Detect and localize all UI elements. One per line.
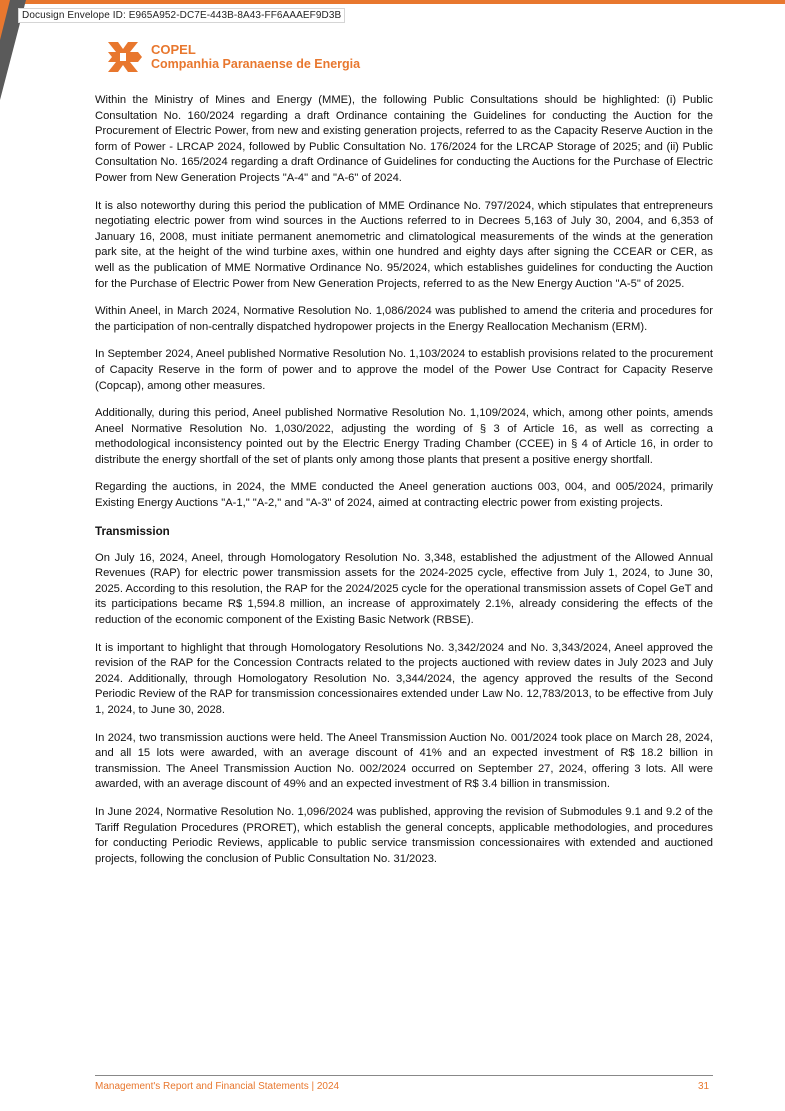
footer-title: Management's Report and Financial Statements | 2024 bbox=[95, 1081, 340, 1092]
footer-divider bbox=[95, 1075, 713, 1076]
copel-logo-icon bbox=[106, 40, 146, 74]
paragraph: Within the Ministry of Mines and Energy (MME), the following Public Consultations should be highlighted: (i) Public Consultation No. 160/2024 regarding a draft Ordinance containing the Guidelines for conducting the Auction for the Procurement of Electric Power, from new and existing generation projects, referred to as the Capacity Reserve Auction in the form of Power - LRCAP 2024, followed by Public Consultation No. 176/2024 for the LRCAP Storage of 2025; and (ii) Public Consultation No. 165/2024 regarding a draft Ordinance of Guidelines for conducting the Auctions for the Purchase of Electric Power from New Generation Projects "A-4" and "A-6" of 2024. bbox=[95, 94, 713, 184]
paragraph: On July 16, 2024, Aneel, through Homologatory Resolution No. 3,348, established the adjustment of the Allowed Annual Revenues (RAP) for electric power transmission assets for the 2024-2025 cycle, effective from July 1, 2024, to June 30, 2025. According to this resolution, the RAP for the 2024/2025 cycle for the operational transmission assets of Copel GeT and its participations became R$ 1,594.8 million, an increase of approximately 2.1%, already considering the effects of the reduction of the economic component of the Existing Basic Network (RBSE). bbox=[95, 551, 713, 627]
paragraph: It is important to highlight that through Homologatory Resolutions No. 3,342/2024 and No. 3,343/2024, Aneel approved the revision of the RAP for the Concession Contracts related to the projects auctioned with review dates in July 2023 and July 2024. Additionally, through Homologatory Resolution No. 3,344/2024, the agency approved the results of the Second Periodic Review of the RAP for transmission concessionaires extended under Law No. 12,783/2013, to be effective from July 1, 2024, to June 30, 2028. bbox=[95, 641, 713, 716]
paragraph: Within Aneel, in March 2024, Normative Resolution No. 1,086/2024 was published to amend the criteria and procedures for the participation of non-centrally dispatched hydropower projects in the Energy Reallocation Mechanism (ERM). bbox=[95, 305, 713, 333]
paragraph: In June 2024, Normative Resolution No. 1,096/2024 was published, approving the revision of Submodules 9.1 and 9.2 of the Tariff Regulation Procedures (PRORET), which establish the general concepts, applicable methodologies, and procedures for conducting Periodic Reviews, applicable to public service transmission concessionaires with extended and auctioned projects, following the conclusion of Public Consultation No. 31/2023. bbox=[95, 805, 713, 865]
document-body bbox=[95, 93, 713, 879]
section-heading-transmission: Transmission bbox=[95, 524, 170, 538]
top-accent-bar bbox=[0, 0, 785, 4]
paragraph: It is also noteworthy during this period the publication of MME Ordinance No. 797/2024, which stipulates that entrepreneurs negotiating electric power from wind sources in the Auctions referred to in Decrees 5,163 of July 30, 2004, and 6,353 of January 16, 2008, must initiate permanent anemometric and climatological measurements of the winds at the generation park site, at the height of the wind turbine axes, within one hundred and eighty days after signing the CCEAR or CER, as well as the publication of MME Normative Ordinance No. 95/2024, which establishes guidelines for conducting the Auction for the Purchase of Electric Power from New Generation Projects, referred to as the New Energy Auction "A-5" of 2025. bbox=[95, 199, 713, 290]
page-number: 31 bbox=[698, 1081, 710, 1092]
docusign-envelope-id: Docusign Envelope ID: E965A952-DC7E-443B-8A43-FF6AAAEF9D3B bbox=[18, 8, 345, 23]
paragraph: Regarding the auctions, in 2024, the MME conducted the Aneel generation auctions 003, 004, and 005/2024, primarily Existing Energy Auctions "A-1," "A-2," and "A-3" of 2024, aimed at contracting electric power from existing projects. bbox=[95, 481, 713, 510]
corner-accent bbox=[0, 0, 10, 40]
paragraph: In September 2024, Aneel published Normative Resolution No. 1,103/2024 to establish provisions related to the procurement of Capacity Reserve in the form of power and to approve the model of the Power Use Contract for Capacity Reserve (Copcap), among other measures. bbox=[95, 348, 713, 392]
paragraph: In 2024, two transmission auctions were held. The Aneel Transmission Auction No. 001/2024 took place on March 28, 2024, and all 15 lots were awarded, with an average discount of 41% and an expected investment of R$ 18.2 billion in transmission. The Aneel Transmission Auction No. 002/2024 occurred on September 27, 2024, offering 3 lots. All were awarded, with an average discount of 49% and an expected investment of R$ 3.4 billion in transmission. bbox=[95, 731, 713, 791]
logo-name: COPEL bbox=[151, 42, 196, 57]
paragraph: Additionally, during this period, Aneel published Normative Resolution No. 1,109/2024, which, among other points, amends Aneel Normative Resolution No. 1,030/2022, adjusting the wording of § 3 of Article 16, as well as correcting a methodological inconsistency pointed out by the Electric Energy Trading Chamber (CCEE) in § 4 of Article 16, in order to distribute the energy shortfall of the set of plants only among those plants that present a positive energy shortfall. bbox=[95, 407, 713, 466]
copel-logo bbox=[106, 40, 360, 74]
logo-full-name: Companhia Paranaense de Energia bbox=[151, 57, 361, 71]
